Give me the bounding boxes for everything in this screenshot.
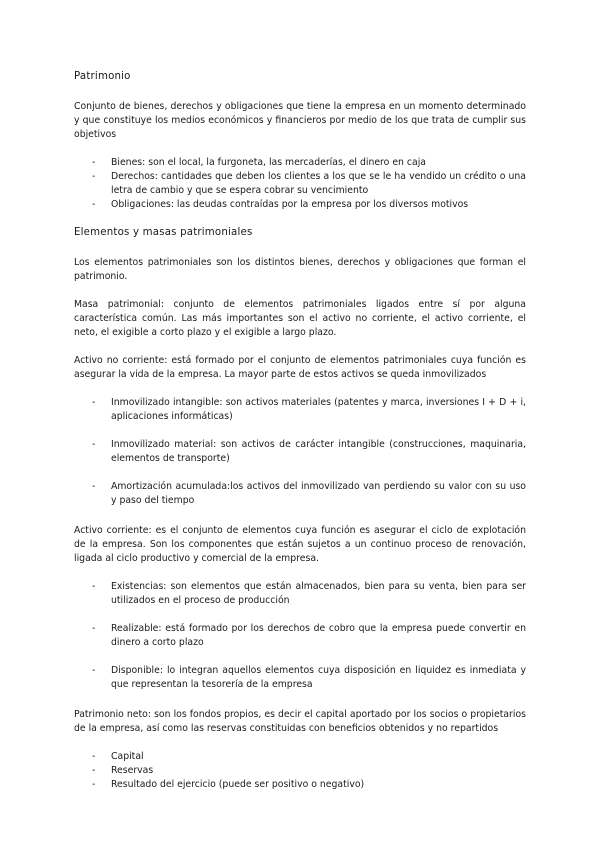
activo-no-corriente-list (74, 396, 526, 508)
dash-bullet: - (92, 171, 96, 182)
list-item-text: Resultado del ejercicio (puede ser positivo o negativo) (111, 779, 365, 790)
list-item (74, 750, 526, 764)
list-item (74, 622, 526, 650)
list-item (74, 480, 526, 508)
section-title-elementos: Elementos y masas patrimoniales (74, 227, 253, 238)
dash-bullet: - (92, 199, 96, 210)
dash-bullet: - (92, 397, 96, 408)
dash-bullet: - (92, 439, 96, 450)
list-item (74, 664, 526, 692)
list-item-text: Disponible: lo integran aquellos elementos cuya disposición en liquidez es inmediata y que representan la tesorería de la empresa (111, 665, 526, 690)
patrimonio-neto-paragraph: Patrimonio neto: son los fondos propios, es decir el capital aportado por los socios o propietarios de la empresa, así como las reservas constituidas con beneficios obtenidos y no repartidos (74, 709, 526, 734)
dash-bullet: - (92, 623, 96, 634)
list-item-text: Bienes: son el local, la furgoneta, las mercaderías, el dinero en caja (111, 157, 426, 168)
patrimonio-neto-list (74, 750, 526, 792)
list-item (74, 764, 526, 778)
masa-patrimonial-paragraph: Masa patrimonial: conjunto de elementos patrimoniales ligados entre sí por alguna característica común. Las más importantes son el activo no corriente, el activo corriente, el neto, el exigible a corto plazo y el exigible a largo plazo. (74, 299, 526, 338)
list-item (74, 170, 526, 198)
list-item (74, 438, 526, 466)
list-item-text: Reservas (111, 765, 154, 776)
list-item-text: Derechos: cantidades que deben los clientes a los que se le ha vendido un crédito o una letra de cambio y que se espera cobrar su vencimiento (111, 171, 526, 196)
list-item (74, 778, 526, 792)
list-item-text: Realizable: está formado por los derechos de cobro que la empresa puede convertir en dinero a corto plazo (111, 623, 526, 648)
list-item-text: Amortización acumulada:los activos del inmovilizado van perdiendo su valor con su uso y paso del tiempo (111, 481, 526, 506)
list-item (74, 156, 526, 170)
list-item-text: Capital (111, 751, 144, 762)
patrimonio-definition: Conjunto de bienes, derechos y obligaciones que tiene la empresa en un momento determinado y que constituye los medios económicos y financieros por medio de los que trata de cumplir sus objetivos (74, 101, 526, 140)
patrimonio-components-list (74, 156, 526, 212)
list-item (74, 198, 526, 212)
dash-bullet: - (92, 481, 96, 492)
activo-no-corriente-paragraph: Activo no corriente: está formado por el conjunto de elementos patrimoniales cuya función es asegurar la vida de la empresa. La mayor parte de estos activos se queda inmovilizados (74, 355, 526, 380)
elementos-intro: Los elementos patrimoniales son los distintos bienes, derechos y obligaciones que forman el patrimonio. (74, 257, 526, 282)
dash-bullet: - (92, 665, 96, 676)
list-item-text: Obligaciones: las deudas contraídas por la empresa por los diversos motivos (111, 199, 469, 210)
dash-bullet: - (92, 157, 96, 168)
activo-corriente-paragraph: Activo corriente: es el conjunto de elementos cuya función es asegurar el ciclo de explotación de la empresa. Son los componentes que están sujetos a un continuo proceso de renovación, ligada al ciclo productivo y comercial de la empresa. (74, 525, 526, 564)
dash-bullet: - (92, 779, 96, 790)
dash-bullet: - (92, 751, 96, 762)
document-body (74, 70, 526, 806)
list-item-text: Inmovilizado material: son activos de carácter intangible (construcciones, maquinaria, elementos de transporte) (111, 439, 526, 464)
section-title-patrimonio: Patrimonio (74, 71, 131, 82)
dash-bullet: - (92, 581, 96, 592)
list-item-text: Inmovilizado intangible: son activos materiales (patentes y marca, inversiones I + D + i, aplicaciones informáticas) (111, 397, 526, 422)
activo-corriente-list (74, 580, 526, 692)
list-item (74, 580, 526, 608)
list-item (74, 396, 526, 424)
list-item-text: Existencias: son elementos que están almacenados, bien para su venta, bien para ser utilizados en el proceso de producción (111, 581, 526, 606)
dash-bullet: - (92, 765, 96, 776)
